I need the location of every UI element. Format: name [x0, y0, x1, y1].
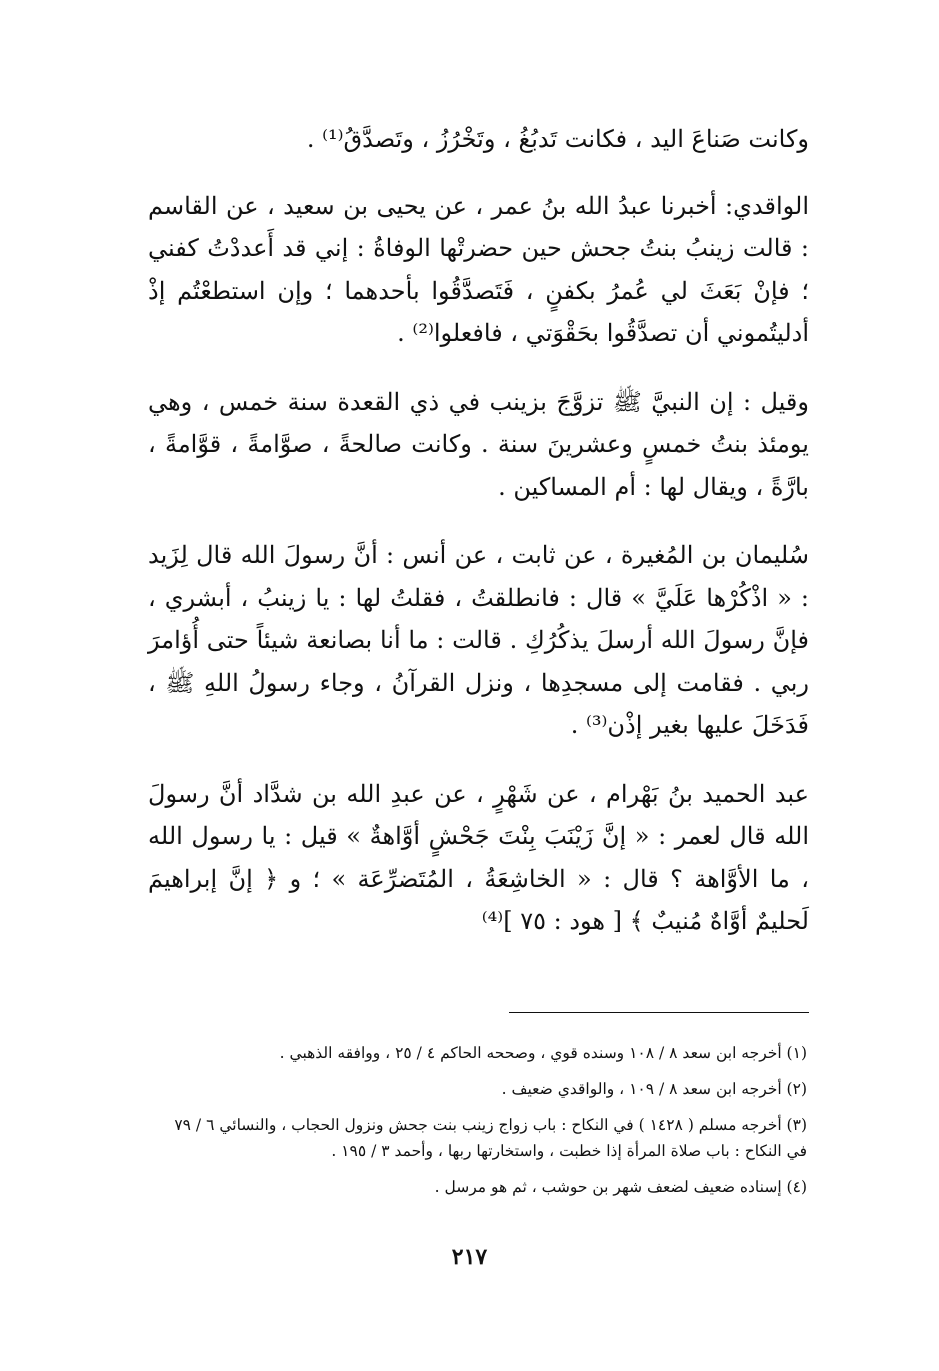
- paragraph-4: سُليمان بن المُغيرة ، عن ثابت ، عن أنس : أنَّ رسولَ الله قال لِزَيد : « اذْكُرْها عَلَيَّ » قال : فانطلقتُ ، فقلتُ لها : يا زينبُ ، أبشري ، فإنَّ رسولَ الله أرسلَ يذكُرُكِ . قالت : ما أنا بصانعة شيئاً حتى أُؤامرَ ربي . فقامت إلى مسجدِها ، ونزل القرآنُ ، وجاء رسولُ اللهِ ﷺ ، فَدَخَلَ عليها بغير إذْن⁽³⁾ .: [148, 541, 809, 739]
- paragraph-1: وكانت صَناعَ اليد ، فكانت تَدبُغُ ، وتَخْرُزُ ، وتَصدَّقُ⁽¹⁾ .: [306, 125, 809, 153]
- main-text: [148, 118, 809, 969]
- footnotes: [150, 1040, 807, 1200]
- footnote-3: (٣) أخرجه مسلم ( ١٤٢٨ ) في النكاح : باب زواج زينب بنت جحش ونزول الحجاب ، والنسائي ٦ / ٧٩ في النكاح : باب صلاة المرأة إذا خطبت ، واستخارتها ربها ، وأحمد ٣ / ١٩٥ .: [174, 1116, 807, 1160]
- paragraph-3: وقيل : إن النبيَّ ﷺ تزوَّجَ بزينب في ذي القعدة سنة خمس ، وهي يومئذ بنتُ خمسٍ وعشرينَ سنة . وكانت صالحةً ، صوَّامةً ، قوَّامةً ، بارَّةً ، ويقال لها : أم المساكين .: [148, 387, 809, 501]
- paragraph-2: الواقدي: أخبرنا عبدُ الله بنُ عمر ، عن يحيى بن سعيد ، عن القاسم : قالت زينبُ بنتُ جحش حين حضرتْها الوفاةُ : إني قد أَعددْتُ كفني ؛ فإنْ بَعَثَ لي عُمرُ بكفنٍ ، فَتَصدَّقُوا بأحدهما ؛ وإن استطعْتُم إذْ أدليتُموني أن تصدَّقُوا بحَقْوَتي ، فافعلوا⁽²⁾ .: [148, 191, 809, 347]
- footnote-4: (٤) إسناده ضعيف لضعف شهر بن حوشب ، ثم هو مرسل .: [434, 1178, 807, 1196]
- footnote-2: (٢) أخرجه ابن سعد ٨ / ١٠٩ ، والواقدي ضعيف .: [501, 1080, 807, 1098]
- page-number: ٢١٧: [451, 1244, 488, 1270]
- footnote-1: (١) أخرجه ابن سعد ٨ / ١٠٨ وسنده قوي ، وصححه الحاكم ٤ / ٢٥ ، ووافقه الذهبي .: [279, 1044, 807, 1062]
- footnote-divider: [509, 1012, 809, 1013]
- paragraph-5: عبد الحميد بنُ بَهْرام ، عن شَهْرٍ ، عن عبدِ الله بن شدَّاد أنَّ رسولَ الله قال لعمر : « إنَّ زَيْنَبَ بِنْتَ جَحْشٍ أوَّاهةٌ » قيل : يا رسول الله ، ما الأوَّاهة ؟ قال : « الخاشِعَةُ ، المُتَضرِّعَة » ؛ و ﴿ إنَّ إبراهيمَ لَحليمٌ أوَّاهٌ مُنيبٌ ﴾ [ هود : ٧٥ ]⁽⁴⁾: [148, 779, 809, 935]
